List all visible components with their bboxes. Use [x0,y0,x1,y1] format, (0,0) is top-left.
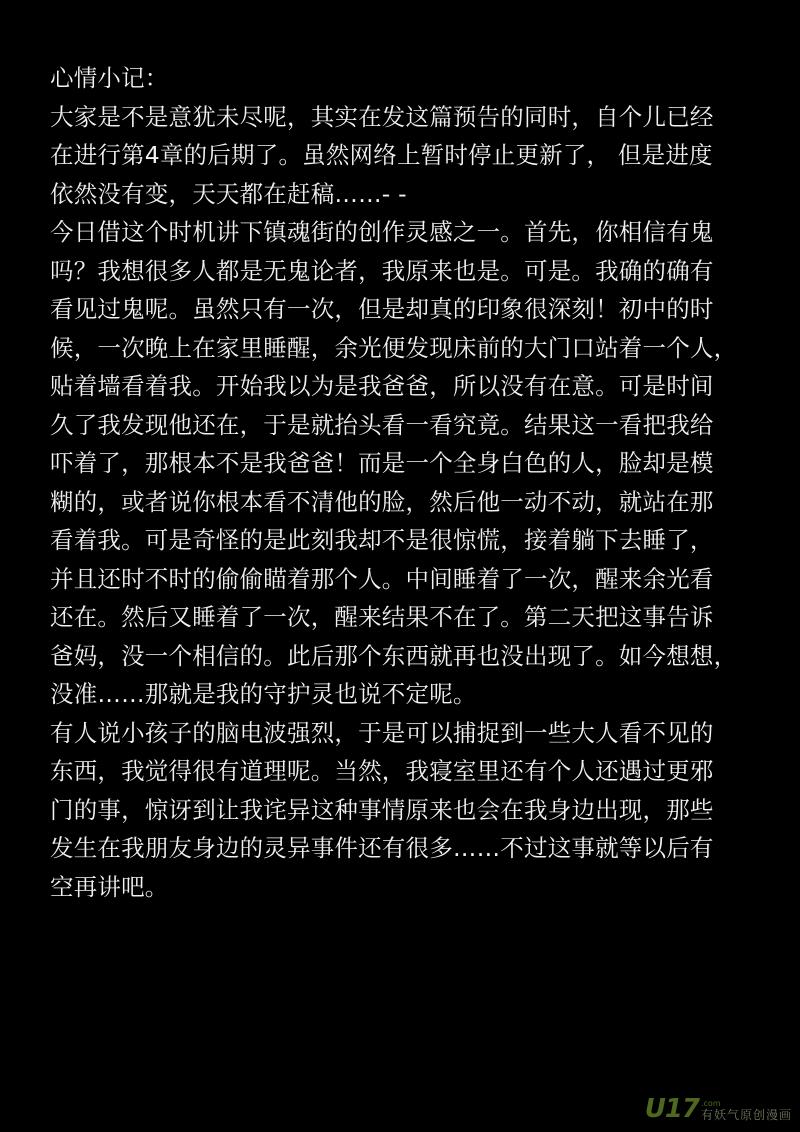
note-line: 门的事，惊讶到让我诧异这种事情原来也会在我身边出现，那些 [50,795,714,824]
watermark-domain: .com [700,1099,721,1108]
note-line: 没准……那就是我的守护灵也说不定呢。 [50,680,477,708]
note-line: 还在。然后又睡着了一次，醒来结果不在了。第二天把这事告诉 [50,603,714,631]
note-text-block [50,59,770,906]
note-line: 空再讲吧。 [50,872,169,901]
note-heading: 心情小记： [50,64,169,92]
u17-watermark [645,1096,792,1122]
note-line: 贴着墙看着我。开始我以为是我爸爸，所以没有在意。可是时间 [50,372,714,400]
note-line: 看着我。可是奇怪的是此刻我却不是很惊慌，接着躺下去睡了， [50,526,714,554]
note-line: 吓着了，那根本不是我爸爸！而是一个全身白色的人，脸却是模 [50,449,714,477]
note-line: 发生在我朋友身边的灵异事件还有很多……不过这事就等以后有 [50,834,714,862]
note-line: 有人说小孩子的脑电波强烈，于是可以捕捉到一些大人看不见的 [50,718,714,747]
note-line: 爸妈，没一个相信的。此后那个东西就再也没出现了。如今想想， [50,641,738,670]
note-line: 糊的，或者说你根本看不清他的脸，然后他一动不动，就站在那 [50,487,714,516]
note-line: 久了我发现他还在，于是就抬头看一看究竟。结果这一看把我给 [50,410,714,439]
note-line: 并且还时不时的偷偷瞄着那个人。中间睡着了一次，醒来余光看 [50,564,714,593]
note-line: 候，一次晚上在家里睡醒，余光便发现床前的大门口站着一个人， [50,333,738,362]
watermark-site-name: 有妖气原创漫画 [700,1108,792,1122]
watermark-text [701,1099,792,1122]
note-line: 吗？我想很多人都是无鬼论者，我原来也是。可是。我确的确有 [50,256,714,285]
note-line: 依然没有变，天天都在赶稿……- - [50,179,407,208]
note-line: 今日借这个时机讲下镇魂街的创作灵感之一。首先，你相信有鬼 [50,218,714,246]
note-line: 大家是不是意犹未尽呢，其实在发这篇预告的同时，自个儿已经 [50,102,714,131]
note-line: 东西，我觉得很有道理呢。当然，我寝室里还有个人还遇过更邪 [50,757,714,785]
note-line: 在进行第4章的后期了。虽然网络上暂时停止更新了， 但是进度 [50,141,713,169]
u17-logo: U17 [644,1094,699,1124]
note-line: 看见过鬼呢。虽然只有一次，但是却真的印象很深刻！初中的时 [50,295,714,323]
